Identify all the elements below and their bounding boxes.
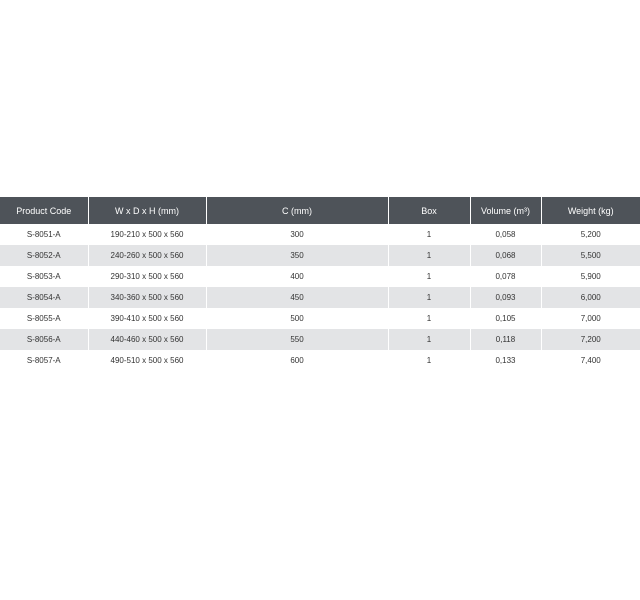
cell-c: 450	[206, 287, 388, 308]
header-volume: Volume (m³)	[470, 197, 541, 224]
cell-box: 1	[388, 308, 470, 329]
table-row	[0, 245, 640, 266]
cell-dimensions: 240-260 x 500 x 560	[88, 245, 206, 266]
cell-c: 600	[206, 350, 388, 371]
cell-box: 1	[388, 287, 470, 308]
cell-weight: 6,000	[541, 287, 640, 308]
cell-c: 300	[206, 224, 388, 245]
cell-volume: 0,133	[470, 350, 541, 371]
cell-product-code: S-8055-A	[0, 308, 88, 329]
cell-weight: 7,400	[541, 350, 640, 371]
cell-product-code: S-8054-A	[0, 287, 88, 308]
cell-dimensions: 340-360 x 500 x 560	[88, 287, 206, 308]
cell-dimensions: 290-310 x 500 x 560	[88, 266, 206, 287]
cell-box: 1	[388, 245, 470, 266]
header-weight: Weight (kg)	[541, 197, 640, 224]
cell-box: 1	[388, 350, 470, 371]
cell-box: 1	[388, 224, 470, 245]
cell-c: 550	[206, 329, 388, 350]
cell-product-code: S-8053-A	[0, 266, 88, 287]
cell-weight: 5,500	[541, 245, 640, 266]
header-dimensions: W x D x H (mm)	[88, 197, 206, 224]
table-row	[0, 329, 640, 350]
cell-volume: 0,093	[470, 287, 541, 308]
cell-volume: 0,058	[470, 224, 541, 245]
cell-product-code: S-8052-A	[0, 245, 88, 266]
cell-weight: 5,200	[541, 224, 640, 245]
cell-weight: 7,000	[541, 308, 640, 329]
cell-box: 1	[388, 329, 470, 350]
table-body	[0, 224, 640, 371]
product-table	[0, 197, 640, 371]
cell-weight: 7,200	[541, 329, 640, 350]
table-row	[0, 350, 640, 371]
header-row	[0, 197, 640, 224]
cell-dimensions: 440-460 x 500 x 560	[88, 329, 206, 350]
cell-c: 350	[206, 245, 388, 266]
table-header	[0, 197, 640, 224]
cell-volume: 0,118	[470, 329, 541, 350]
product-table-container	[0, 197, 614, 369]
cell-c: 500	[206, 308, 388, 329]
cell-product-code: S-8056-A	[0, 329, 88, 350]
header-c: C (mm)	[206, 197, 388, 224]
cell-dimensions: 190-210 x 500 x 560	[88, 224, 206, 245]
cell-product-code: S-8057-A	[0, 350, 88, 371]
cell-dimensions: 490-510 x 500 x 560	[88, 350, 206, 371]
header-product-code: Product Code	[0, 197, 88, 224]
cell-weight: 5,900	[541, 266, 640, 287]
cell-volume: 0,078	[470, 266, 541, 287]
header-box: Box	[388, 197, 470, 224]
cell-product-code: S-8051-A	[0, 224, 88, 245]
cell-volume: 0,105	[470, 308, 541, 329]
cell-box: 1	[388, 266, 470, 287]
cell-volume: 0,068	[470, 245, 541, 266]
table-row	[0, 266, 640, 287]
cell-c: 400	[206, 266, 388, 287]
table-row	[0, 287, 640, 308]
table-row	[0, 224, 640, 245]
cell-dimensions: 390-410 x 500 x 560	[88, 308, 206, 329]
table-row	[0, 308, 640, 329]
